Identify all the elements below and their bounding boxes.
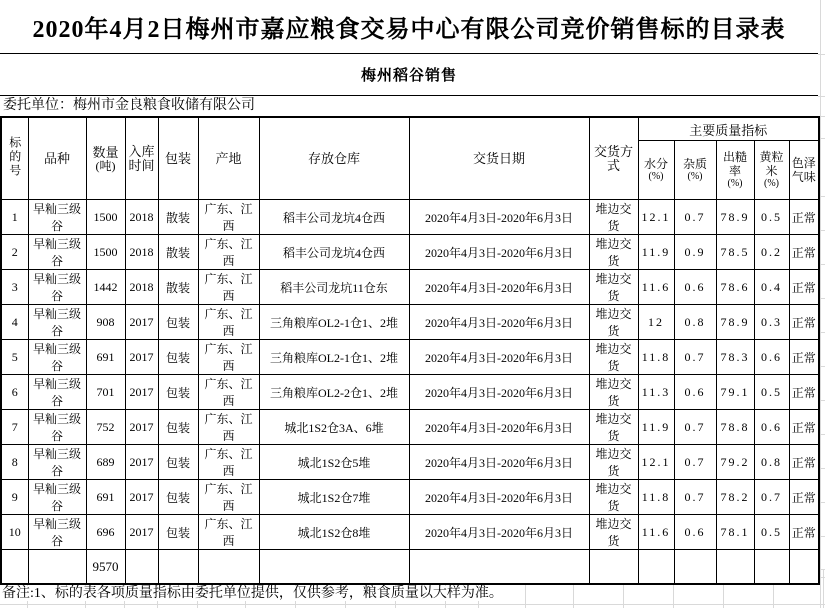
consignor-line: 委托单位：梅州市金良粮食收储有限公司 (0, 96, 818, 116)
cell-empty (716, 550, 754, 585)
cell-husking-rate: 79.1 (716, 375, 754, 410)
cell-empty (674, 550, 716, 585)
cell-origin: 广东、江西 (198, 375, 259, 410)
cell-warehouse: 城北1S2仓3A、6堆 (259, 410, 409, 445)
cell-warehouse: 城北1S2仓5堆 (259, 445, 409, 480)
cell-color-odor: 正常 (789, 305, 819, 340)
cell-warehouse: 城北1S2仓7堆 (259, 480, 409, 515)
cell-empty (125, 550, 158, 585)
cell-color-odor: 正常 (789, 445, 819, 480)
cell-color-odor: 正常 (789, 200, 819, 235)
cell-quantity: 691 (86, 340, 125, 375)
cell-variety: 早籼三级谷 (28, 445, 86, 480)
cell-impurity: 0.7 (674, 410, 716, 445)
cell-moisture: 11.9 (638, 410, 674, 445)
cell-impurity: 0.6 (674, 375, 716, 410)
cell-delivery-method: 堆边交货 (589, 200, 638, 235)
cell-packaging: 包装 (158, 515, 198, 550)
cell-quantity: 1442 (86, 270, 125, 305)
cell-quantity: 752 (86, 410, 125, 445)
page-title: 2020年4月2日梅州市嘉应粮食交易中心有限公司竞价销售标的目录表 (0, 0, 818, 54)
cell-color-odor: 正常 (789, 410, 819, 445)
gridline (818, 96, 825, 97)
gridline (818, 54, 825, 55)
cell-delivery-date: 2020年4月3日-2020年6月3日 (409, 515, 589, 550)
cell-delivery-date: 2020年4月3日-2020年6月3日 (409, 410, 589, 445)
cell-impurity: 0.7 (674, 445, 716, 480)
col-header-impurity: 杂质 (%) (674, 141, 716, 200)
cell-delivery-method: 堆边交货 (589, 410, 638, 445)
cell-moisture: 11.9 (638, 235, 674, 270)
cell-husking-rate: 79.2 (716, 445, 754, 480)
cell-delivery-date: 2020年4月3日-2020年6月3日 (409, 235, 589, 270)
col-header-target-no: 标的号 (1, 117, 28, 200)
cell-year: 2017 (125, 375, 158, 410)
cell-yellow-rice: 0.2 (754, 235, 789, 270)
cell-total-quantity: 9570 (86, 550, 125, 585)
cell-variety: 早籼三级谷 (28, 480, 86, 515)
section-subtitle: 梅州稻谷销售 (0, 54, 818, 96)
cell-year: 2018 (125, 270, 158, 305)
gridline (823, 569, 824, 608)
cell-warehouse: 稻丰公司龙坑4仓西 (259, 200, 409, 235)
cell-year: 2017 (125, 480, 158, 515)
cell-impurity: 0.7 (674, 480, 716, 515)
cell-delivery-date: 2020年4月3日-2020年6月3日 (409, 270, 589, 305)
cell-empty (638, 550, 674, 585)
cell-warehouse: 稻丰公司龙坑11仓东 (259, 270, 409, 305)
cell-color-odor: 正常 (789, 375, 819, 410)
table-row (1, 340, 819, 375)
table-row (1, 200, 819, 235)
cell-quantity: 696 (86, 515, 125, 550)
cell-variety: 早籼三级谷 (28, 515, 86, 550)
cell-target-no: 6 (1, 375, 28, 410)
col-header-moisture: 水分 (%) (638, 141, 674, 200)
cell-empty (409, 550, 589, 585)
cell-color-odor: 正常 (789, 235, 819, 270)
cell-empty (754, 550, 789, 585)
col-header-delivery-method: 交货方式 (589, 117, 638, 200)
cell-husking-rate: 78.2 (716, 480, 754, 515)
cell-packaging: 包装 (158, 375, 198, 410)
table-row (1, 305, 819, 340)
cell-yellow-rice: 0.8 (754, 445, 789, 480)
cell-yellow-rice: 0.5 (754, 375, 789, 410)
cell-delivery-method: 堆边交货 (589, 515, 638, 550)
cell-origin: 广东、江西 (198, 270, 259, 305)
cell-origin: 广东、江西 (198, 410, 259, 445)
cell-year: 2018 (125, 200, 158, 235)
cell-empty (789, 550, 819, 585)
table-row (1, 270, 819, 305)
col-header-color-odor: 色泽气味 (789, 141, 819, 200)
col-header-yellow-rice: 黄粒米 (%) (754, 141, 789, 200)
gridline (0, 604, 825, 605)
cell-origin: 广东、江西 (198, 445, 259, 480)
cell-delivery-method: 堆边交货 (589, 445, 638, 480)
cell-delivery-method: 堆边交货 (589, 270, 638, 305)
cell-color-odor: 正常 (789, 340, 819, 375)
cell-yellow-rice: 0.7 (754, 480, 789, 515)
cell-yellow-rice: 0.6 (754, 410, 789, 445)
cell-variety: 早籼三级谷 (28, 340, 86, 375)
cell-impurity: 0.7 (674, 200, 716, 235)
table-row (1, 235, 819, 270)
cell-year: 2017 (125, 410, 158, 445)
col-header-packaging: 包装 (158, 117, 198, 200)
col-header-warehouse: 存放仓库 (259, 117, 409, 200)
cell-moisture: 11.8 (638, 480, 674, 515)
cell-delivery-method: 堆边交货 (589, 235, 638, 270)
cell-husking-rate: 78.3 (716, 340, 754, 375)
footnote: 备注:1、标的表各项质量指标由委托单位提供，仅供参考，粮食质量以大样为准。 (2, 586, 503, 601)
cell-packaging: 包装 (158, 480, 198, 515)
cell-origin: 广东、江西 (198, 235, 259, 270)
table-row (1, 410, 819, 445)
col-header-quantity: 数量 (吨) (86, 117, 125, 200)
cell-variety: 早籼三级谷 (28, 375, 86, 410)
cell-moisture: 12.1 (638, 445, 674, 480)
cell-delivery-method: 堆边交货 (589, 480, 638, 515)
cell-empty (198, 550, 259, 585)
cell-variety: 早籼三级谷 (28, 235, 86, 270)
gridline (820, 0, 821, 608)
cell-yellow-rice: 0.3 (754, 305, 789, 340)
cell-husking-rate: 78.6 (716, 270, 754, 305)
catalog-table (0, 116, 820, 585)
cell-moisture: 11.3 (638, 375, 674, 410)
cell-empty (589, 550, 638, 585)
col-header-delivery-date: 交货日期 (409, 117, 589, 200)
cell-quantity: 908 (86, 305, 125, 340)
cell-packaging: 包装 (158, 410, 198, 445)
cell-quantity: 701 (86, 375, 125, 410)
cell-year: 2017 (125, 445, 158, 480)
cell-impurity: 0.7 (674, 340, 716, 375)
cell-target-no: 3 (1, 270, 28, 305)
cell-delivery-date: 2020年4月3日-2020年6月3日 (409, 340, 589, 375)
cell-impurity: 0.6 (674, 270, 716, 305)
cell-target-no: 2 (1, 235, 28, 270)
cell-warehouse: 城北1S2仓8堆 (259, 515, 409, 550)
col-header-origin: 产地 (198, 117, 259, 200)
cell-warehouse: 三角粮库OL2-2仓1、2堆 (259, 375, 409, 410)
cell-delivery-date: 2020年4月3日-2020年6月3日 (409, 305, 589, 340)
cell-quantity: 689 (86, 445, 125, 480)
cell-packaging: 包装 (158, 445, 198, 480)
col-header-storage-time: 入库时间 (125, 117, 158, 200)
cell-empty (28, 550, 86, 585)
cell-year: 2018 (125, 235, 158, 270)
cell-husking-rate: 78.8 (716, 410, 754, 445)
cell-moisture: 11.6 (638, 515, 674, 550)
cell-packaging: 包装 (158, 340, 198, 375)
cell-year: 2017 (125, 340, 158, 375)
cell-target-no: 10 (1, 515, 28, 550)
col-header-quality-group: 主要质量指标 (638, 117, 819, 141)
cell-delivery-date: 2020年4月3日-2020年6月3日 (409, 375, 589, 410)
cell-impurity: 0.9 (674, 235, 716, 270)
cell-yellow-rice: 0.6 (754, 340, 789, 375)
cell-origin: 广东、江西 (198, 515, 259, 550)
table-row (1, 375, 819, 410)
cell-delivery-date: 2020年4月3日-2020年6月3日 (409, 480, 589, 515)
cell-delivery-method: 堆边交货 (589, 305, 638, 340)
cell-target-no: 4 (1, 305, 28, 340)
cell-husking-rate: 78.9 (716, 305, 754, 340)
cell-yellow-rice: 0.5 (754, 515, 789, 550)
cell-variety: 早籼三级谷 (28, 305, 86, 340)
cell-moisture: 11.8 (638, 340, 674, 375)
cell-year: 2017 (125, 515, 158, 550)
cell-delivery-method: 堆边交货 (589, 375, 638, 410)
cell-packaging: 包装 (158, 305, 198, 340)
cell-delivery-date: 2020年4月3日-2020年6月3日 (409, 445, 589, 480)
total-row (1, 550, 819, 585)
cell-warehouse: 三角粮库OL2-1仓1、2堆 (259, 340, 409, 375)
cell-target-no: 5 (1, 340, 28, 375)
cell-impurity: 0.6 (674, 515, 716, 550)
col-header-variety: 品种 (28, 117, 86, 200)
cell-delivery-method: 堆边交货 (589, 340, 638, 375)
cell-empty (1, 550, 28, 585)
cell-year: 2017 (125, 305, 158, 340)
cell-moisture: 12 (638, 305, 674, 340)
cell-empty (259, 550, 409, 585)
cell-variety: 早籼三级谷 (28, 270, 86, 305)
cell-target-no: 9 (1, 480, 28, 515)
cell-origin: 广东、江西 (198, 200, 259, 235)
cell-quantity: 1500 (86, 235, 125, 270)
cell-husking-rate: 78.5 (716, 235, 754, 270)
cell-husking-rate: 78.1 (716, 515, 754, 550)
cell-delivery-date: 2020年4月3日-2020年6月3日 (409, 200, 589, 235)
cell-origin: 广东、江西 (198, 340, 259, 375)
cell-color-odor: 正常 (789, 270, 819, 305)
cell-packaging: 散装 (158, 200, 198, 235)
col-header-husking-rate: 出糙率 (%) (716, 141, 754, 200)
cell-warehouse: 稻丰公司龙坑4仓西 (259, 235, 409, 270)
cell-origin: 广东、江西 (198, 305, 259, 340)
cell-color-odor: 正常 (789, 515, 819, 550)
cell-moisture: 12.1 (638, 200, 674, 235)
cell-quantity: 1500 (86, 200, 125, 235)
cell-variety: 早籼三级谷 (28, 200, 86, 235)
cell-variety: 早籼三级谷 (28, 410, 86, 445)
cell-empty (158, 550, 198, 585)
cell-target-no: 1 (1, 200, 28, 235)
cell-warehouse: 三角粮库OL2-1仓1、2堆 (259, 305, 409, 340)
cell-yellow-rice: 0.5 (754, 200, 789, 235)
cell-origin: 广东、江西 (198, 480, 259, 515)
cell-quantity: 691 (86, 480, 125, 515)
cell-color-odor: 正常 (789, 480, 819, 515)
table-row (1, 515, 819, 550)
cell-target-no: 7 (1, 410, 28, 445)
cell-packaging: 散装 (158, 270, 198, 305)
cell-target-no: 8 (1, 445, 28, 480)
table-row (1, 480, 819, 515)
table-row (1, 445, 819, 480)
cell-yellow-rice: 0.4 (754, 270, 789, 305)
cell-packaging: 散装 (158, 235, 198, 270)
cell-moisture: 11.6 (638, 270, 674, 305)
cell-impurity: 0.8 (674, 305, 716, 340)
cell-husking-rate: 78.9 (716, 200, 754, 235)
